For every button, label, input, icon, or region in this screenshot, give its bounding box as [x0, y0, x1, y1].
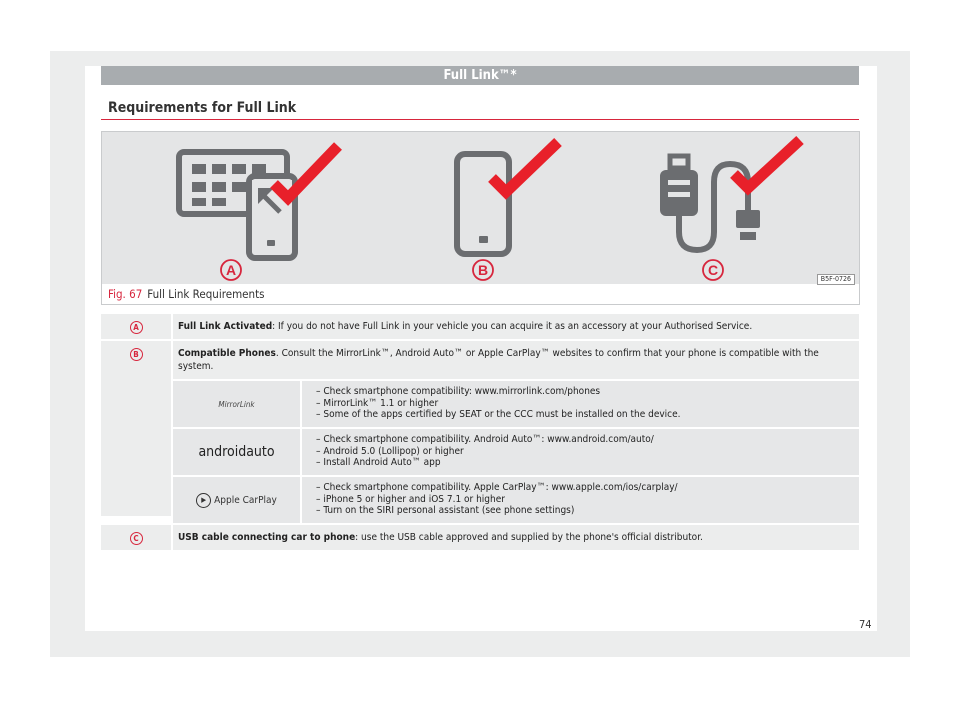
android-requirements: – Check smartphone compatibility. Android Auto™: www.android.com/auto/ – Android 5.0 (Lollipop) or higher – Install Android Auto™ app [302, 429, 859, 475]
platform-carplay [173, 477, 859, 523]
row-marker-cell [101, 314, 171, 339]
row-marker-cell [101, 525, 171, 550]
carplay-logo: ▶ Apple CarPlay [173, 477, 300, 523]
row-marker-cell [101, 341, 171, 516]
android-auto-logo: androidauto [173, 429, 300, 475]
requirements-table [101, 314, 859, 552]
svg-text:B: B [477, 262, 489, 278]
chapter-title: Full Link™* [443, 68, 517, 83]
marker-c: C [130, 532, 143, 545]
carplay-requirements: – Check smartphone compatibility. Apple CarPlay™: www.apple.com/ios/carplay/ – iPhone 5 or higher and iOS 7.1 or higher – Turn on the SIRI personal assistant (see phone settings) [302, 477, 859, 523]
mirrorlink-logo: MirrorLink [173, 381, 300, 427]
row-b-content [173, 341, 859, 523]
mirrorlink-requirements: – Check smartphone compatibility: www.mirrorlink.com/phones – MirrorLink™ 1.1 or higher – Some of the apps certified by SEAT or the CCC must be installed on the device. [302, 381, 859, 427]
figure-illustration [102, 132, 859, 284]
play-icon: ▶ [196, 493, 211, 508]
checkmark-icon-c [734, 140, 800, 188]
row-a-text: Full Link Activated: If you do not have Full Link in your vehicle you can acquire it as an accessory at your Authorised Service. [173, 314, 859, 339]
page-number: 74 [859, 618, 872, 631]
marker-a: A [130, 321, 143, 334]
platform-mirrorlink [173, 381, 859, 427]
figure-code: B5F-0726 [817, 274, 855, 285]
figure-caption [108, 287, 265, 301]
table-row-c [101, 525, 859, 550]
label-a [221, 260, 241, 280]
requirements-illustration [102, 132, 859, 284]
caption-text: Full Link Requirements [147, 287, 265, 301]
label-b [473, 260, 493, 280]
table-row-a [101, 314, 859, 339]
phone-icon-b [457, 154, 509, 254]
row-c-text: USB cable connecting car to phone: use the USB cable approved and supplied by the phone's official distributor. [173, 525, 859, 550]
row-c-bold: USB cable connecting car to phone [178, 532, 356, 543]
marker-b: B [130, 348, 143, 361]
section-title: Requirements for Full Link [108, 100, 297, 116]
checkmark-icon-b [492, 142, 558, 192]
title-rule [101, 119, 859, 120]
row-a-bold: Full Link Activated [178, 321, 273, 332]
table-row-b [101, 341, 859, 523]
figure-number: Fig. 67 [108, 287, 143, 301]
usb-cable-icon [660, 156, 760, 250]
chapter-header [101, 66, 859, 85]
row-b-bold: Compatible Phones [178, 348, 276, 359]
label-c [703, 260, 723, 280]
row-b-text: Compatible Phones. Consult the MirrorLink™, Android Auto™ or Apple CarPlay™ websites to confirm that your phone is compatible with the system. [173, 341, 859, 379]
platform-android-auto [173, 429, 859, 475]
svg-text:C: C [707, 262, 719, 278]
figure-67 [101, 131, 860, 305]
svg-text:A: A [225, 262, 237, 278]
